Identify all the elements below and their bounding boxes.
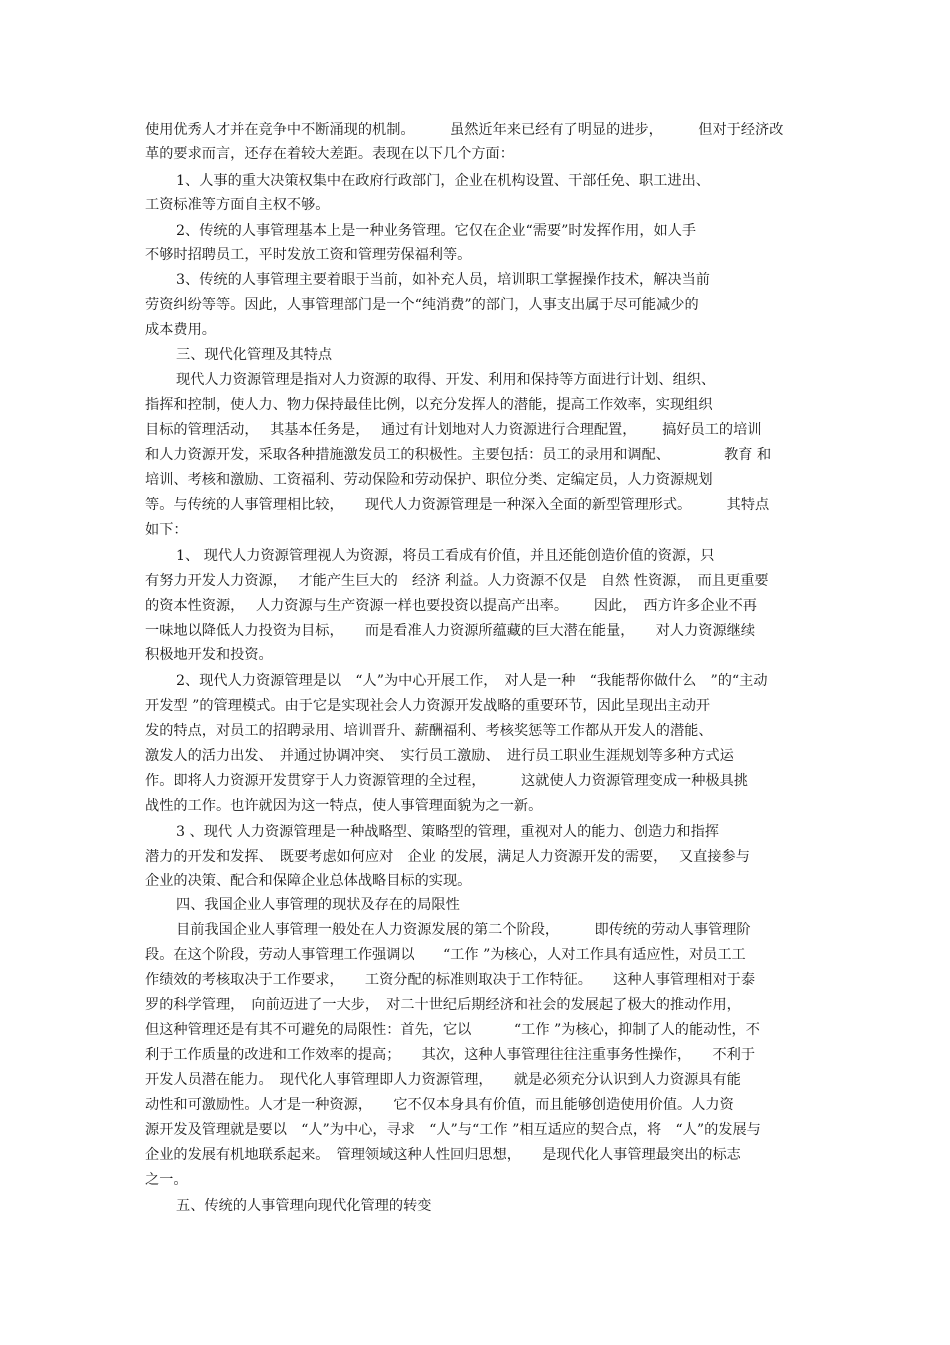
text-line: 发的特点，对员工的招聘录用、培训晋升、薪酬福利、考核奖惩等工作都从开发人的潜能、 <box>145 723 713 739</box>
text-line: 罗的科学管理， 向前迈进了一大步， 对二十世纪后期经济和社会的发展起了极大的推动作用， <box>145 997 741 1013</box>
text-line: 激发人的活力出发、 并通过协调冲突、 实行员工激励、 进行员工职业生涯规划等多种方式运 <box>145 748 734 764</box>
text-line: 1、 现代人力资源管理视人为资源，将员工看成有价值，并且还能创造价值的资源，只 <box>176 548 715 564</box>
section-heading: 五、传统的人事管理向现代化管理的转变 <box>176 1198 432 1214</box>
text-line: 有努力开发人力资源， 才能产生巨大的 经济 利益。人力资源不仅是 自然 性资源， 而且更重要 <box>145 573 769 589</box>
text-line: 成本费用。 <box>145 322 216 338</box>
text-line: 企业的决策、配合和保障企业总体战略目标的实现。 <box>145 873 472 889</box>
text-line: 源开发及管理就是要以 “人”为中心，寻求 “人”与“工作 ”相互适应的契合点，将 “人”的发展与 <box>145 1122 761 1138</box>
text-line: 3、传统的人事管理主要着眼于当前，如补充人员，培训职工掌握操作技术，解决当前 <box>176 272 710 288</box>
text-line: 如下： <box>145 522 188 538</box>
text-line: 战性的工作。也许就因为这一特点，使人事管理面貌为之一新。 <box>145 798 543 814</box>
text-line: 潜力的开发和发挥、 既要考虑如何应对 企业 的发展，满足人力资源开发的需要， 又直接参与 <box>145 849 750 865</box>
text-line: 的资本性资源， 人力资源与生产资源一样也要投资以提高产出率。 因此， 西方许多企业不再 <box>145 598 757 614</box>
text-line: 3 、现代 人力资源管理是一种战略型、策略型的管理，重视对人的能力、创造力和指挥 <box>176 824 719 840</box>
text-line: 开发型 ”的管理模式。由于它是实现社会人力资源开发战略的重要环节，因此呈现出主动开 <box>145 698 711 714</box>
text-line: 现代人力资源管理是指对人力资源的取得、开发、利用和保持等方面进行计划、组织、 <box>176 372 716 388</box>
text-line: 目标的管理活动， 其基本任务是， 通过有计划地对人力资源进行合理配置， 搞好员工的培训 <box>145 422 762 438</box>
section-heading: 三、现代化管理及其特点 <box>176 347 333 363</box>
text-line: 革的要求而言，还存在着较大差距。表现在以下几个方面： <box>145 146 514 162</box>
text-line: 作。即将人力资源开发贯穿于人力资源管理的全过程， 这就使人力资源管理变成一种极具挑 <box>145 773 748 789</box>
text-line: 目前我国企业人事管理一般处在人力资源发展的第二个阶段， 即传统的劳动人事管理阶 <box>176 922 751 938</box>
text-line: 开发人员潜在能力。 现代化人事管理即人力资源管理， 就是必须充分认识到人力资源具有能 <box>145 1072 741 1088</box>
section-heading: 四、我国企业人事管理的现状及存在的局限性 <box>176 897 460 913</box>
text-line: 2、传统的人事管理基本上是一种业务管理。它仅在企业“需要”时发挥作用，如人手 <box>176 223 697 239</box>
text-line: 企业的发展有机地联系起来。 管理领域这种人性回归思想， 是现代化人事管理最突出的标志 <box>145 1147 741 1163</box>
text-line: 动性和可激励性。人才是一种资源， 它不仅本身具有价值，而且能够创造使用价值。人力资 <box>145 1097 734 1113</box>
text-line: 作绩效的考核取决于工作要求， 工资分配的标准则取决于工作特征。 这种人事管理相对于泰 <box>145 972 756 988</box>
text-line: 利于工作质量的改进和工作效率的提高； 其次，这种人事管理往往注重事务性操作， 不利于 <box>145 1047 756 1063</box>
text-line: 指挥和控制，使人力、物力保持最佳比例，以充分发挥人的潜能，提高工作效率，实现组织 <box>145 397 713 413</box>
text-line: 段。在这个阶段，劳动人事管理工作强调以 “工作 ”为核心，人对工作具有适应性，对员工工 <box>145 947 746 963</box>
text-line: 但这种管理还是有其不可避免的局限性：首先，它以 “工作 ”为核心，抑制了人的能动性，不 <box>145 1022 760 1038</box>
text-line: 2、现代人力资源管理是以 “人”为中心开展工作， 对人是一种 “我能帮你做什么 ”的“主动 <box>176 673 768 689</box>
text-line: 等。与传统的人事管理相比较， 现代人力资源管理是一种深入全面的新型管理形式。 其特点 <box>145 497 770 513</box>
text-line: 积极地开发和投资。 <box>145 647 273 663</box>
text-line: 不够时招聘员工，平时发放工资和管理劳保福利等。 <box>145 247 472 263</box>
text-line: 1、人事的重大决策权集中在政府行政部门，企业在机构设置、干部任免、职工进出、 <box>176 173 710 189</box>
text-line: 使用优秀人才并在竞争中不断涌现的机制。 虽然近年来已经有了明显的进步， 但对于经济改 <box>145 122 784 138</box>
text-line: 之一。 <box>145 1172 188 1188</box>
text-line: 和人力资源开发，采取各种措施激发员工的积极性。主要包括：员工的录用和调配、 教育 和 <box>145 447 772 463</box>
text-line: 劳资纠纷等等。因此，人事管理部门是一个“纯消费”的部门，人事支出属于尽可能减少的 <box>145 297 699 313</box>
text-line: 一味地以降低人力投资为目标， 而是看准人力资源所蕴藏的巨大潜在能量， 对人力资源继续 <box>145 623 756 639</box>
text-line: 工资标准等方面自主权不够。 <box>145 197 330 213</box>
text-line: 培训、考核和激励、工资福利、劳动保险和劳动保护、职位分类、定编定员，人力资源规划 <box>145 472 713 488</box>
